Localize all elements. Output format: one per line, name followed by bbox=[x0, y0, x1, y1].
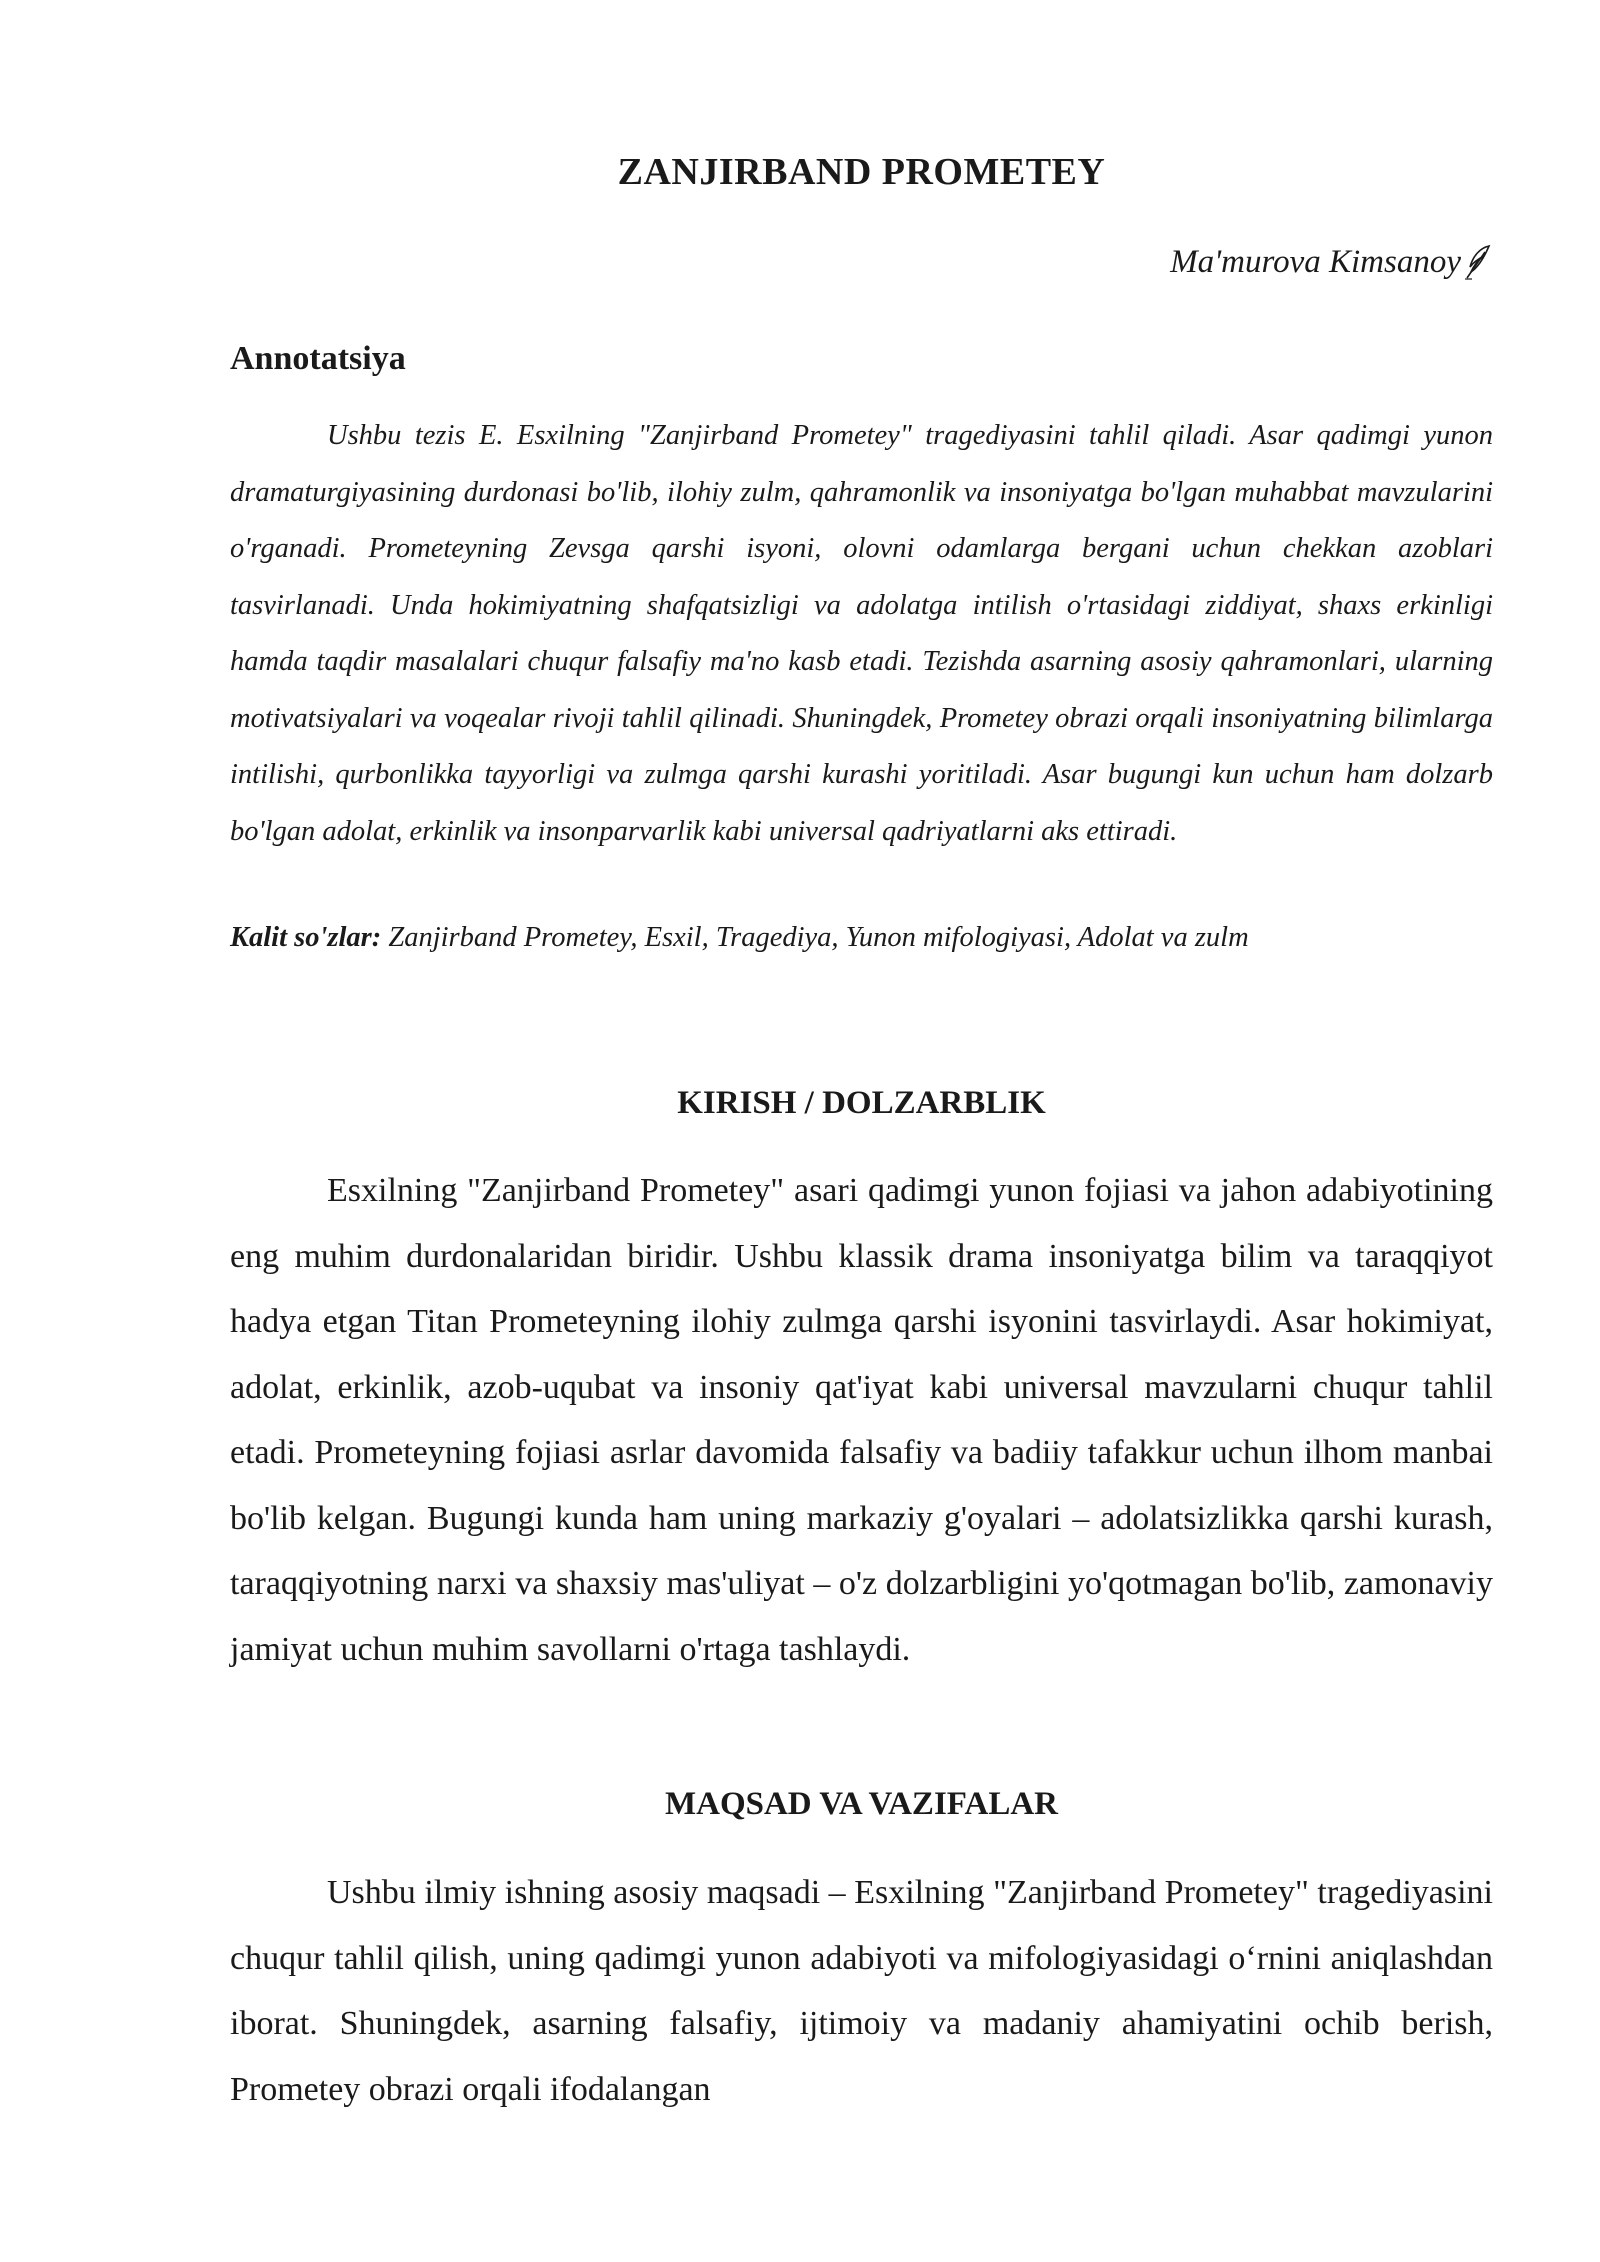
document-page bbox=[230, 0, 1493, 2262]
keywords-text: Zanjirband Prometey, Esxil, Tragediya, Yunon mifologiyasi, Adolat va zulm bbox=[381, 922, 1249, 953]
goals-heading: MAQSAD VA VAZIFALAR bbox=[664, 1786, 1059, 1822]
abstract-text: Ushbu tezis E. Esxilning "Zanjirband Prometey" tragediyasini tahlil qiladi. Asar qadimgi yunon dramaturgiyasining durdonasi bo'lib, ilohiy zulm, qahramonlik va insoniyatga bo'lgan muhabbat mavzularini o'rganadi. Prometeyning Zevsga qarshi isyoni, olovni odamlarga bergani uchun chekkan azoblari tasvirlanadi. Unda hokimiyatning shafqatsizligi va adolatga intilish o'rtasidagi ziddiyat, shaxs erkinligi hamda taqdir masalalari chuqur falsafiy ma'no kasb etadi. Tezishda asarning asosiy qahramonlari, ularning motivatsiyalari va voqealar rivoji tahlil qilinadi. Shuningdek, Prometey obrazi orqali insoniyatning bilimlarga intilishi, qurbonlikka tayyorligi va zulmga qarshi kurashi yoritiladi. Asar bugungi kun uchun ham dolzarb bo'lgan adolat, erkinlik va insonparvarlik kabi universal qadriyatlarni aks ettiradi. bbox=[230, 420, 1493, 847]
feather-pen-icon bbox=[1463, 243, 1493, 281]
goals-paragraph: Ushbu ilmiy ishning asosiy maqsadi – Esxilning "Zanjirband Prometey" tragediyasini chuqur tahlil qilish, uning qadimgi yunon adabiyoti va mifologiyasidagi o‘rnini aniqlashdan iborat. Shuningdek, asarning falsafiy, ijtimoiy va madaniy ahamiyatini ochib berish, Prometey obrazi orqali ifodalangan bbox=[230, 1874, 1493, 2108]
intro-paragraph: Esxilning "Zanjirband Prometey" asari qadimgi yunon fojiasi va jahon adabiyotining eng muhim durdonalaridan biridir. Ushbu klassik drama insoniyatga bilim va taraqqiyot hadya etgan Titan Prometeyning ilohiy zulmga qarshi isyonini tasvirlaydi. Asar hokimiyat, adolat, erkinlik, azob-uqubat va insoniy qat'iyat kabi universal mavzularni chuqur tahlil etadi. Prometeyning fojiasi asrlar davomida falsafiy va badiiy tafakkur uchun ilhom manbai bo'lib kelgan. Bugungi kunda ham uning markaziy g'oyalari – adolatsizlikka qarshi kurash, taraqqiyotning narxi va shaxsiy mas'uliyat – o'z dolzarbligini yo'qotmagan bo'lib, zamonaviy jamiyat uchun muhim savollarni o'rtaga tashlaydi. bbox=[230, 1172, 1493, 1668]
intro-heading: KIRISH / DOLZARBLIK bbox=[677, 1085, 1046, 1121]
keywords-line bbox=[230, 922, 1493, 954]
abstract-heading: Annotatsiya bbox=[230, 340, 406, 377]
keywords-label: Kalit so'zlar: bbox=[230, 922, 382, 953]
document-title: ZANJIRBAND PROMETEY bbox=[617, 151, 1106, 193]
author-line bbox=[1170, 243, 1493, 281]
author-name: Ma'murova Kimsanoy bbox=[1170, 243, 1461, 280]
